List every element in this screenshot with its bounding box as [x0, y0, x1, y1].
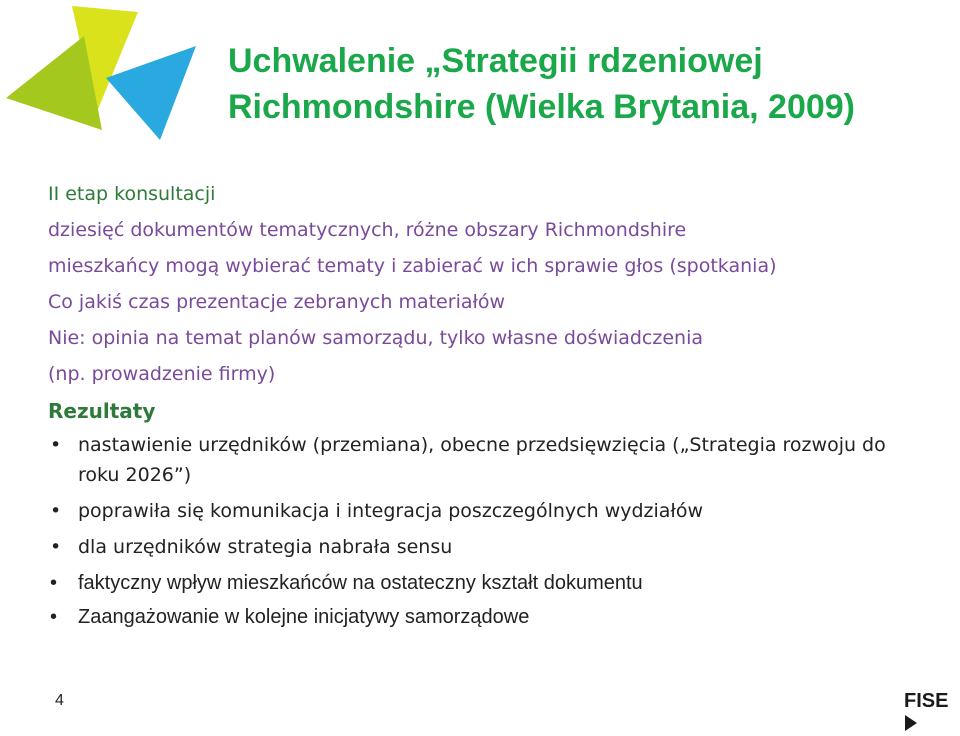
intro-line-documents: dziesięć dokumentów tematycznych, różne obszary Richmondshire: [48, 219, 687, 241]
fise-arrow-icon: [905, 715, 917, 731]
result-item-engagement: • Zaangażowanie w kolejne inicjatywy samorządowe: [48, 602, 928, 632]
cyan-triangle-icon: [106, 46, 196, 140]
intro-line-presentations: Co jakiś czas prezentacje zebranych materiałów: [48, 291, 506, 313]
slide-title: [228, 38, 855, 130]
slide-title-line-1: Uchwalenie „Strategii rdzeniowej: [228, 42, 763, 80]
intro-line-example: (np. prowadzenie firmy): [48, 363, 276, 385]
intro-line-opinion: Nie: opinia na temat planów samorządu, tylko własne doświadczenia: [48, 327, 703, 349]
result-item-residents-impact: • faktyczny wpływ mieszkańców na ostateczny kształt dokumentu: [48, 568, 928, 598]
intro-line-residents: mieszkańcy mogą wybierać tematy i zabierać w ich sprawie głos (spotkania): [48, 255, 777, 277]
fise-logo: [904, 690, 960, 736]
decorative-triangles-logo: [0, 0, 210, 150]
result-item-officials: • nastawienie urzędników (przemiana), obecne przedsięwzięcia („Strategia rozwoju do roku 2026”): [48, 430, 928, 490]
page-number: 4: [55, 692, 64, 709]
results-heading: Rezultaty: [48, 399, 156, 423]
result-item-strategy-sense: • dla urzędników strategia nabrała sensu: [48, 532, 928, 562]
slide-content: [48, 176, 928, 636]
fise-logo-text: FISE: [904, 690, 949, 712]
intro-line-stage: II etap konsultacji: [48, 183, 216, 205]
result-item-communication: • poprawiła się komunikacja i integracja poszczególnych wydziałów: [48, 496, 928, 526]
slide-title-line-2: Richmondshire (Wielka Brytania, 2009): [228, 88, 856, 126]
results-list: [48, 430, 928, 632]
